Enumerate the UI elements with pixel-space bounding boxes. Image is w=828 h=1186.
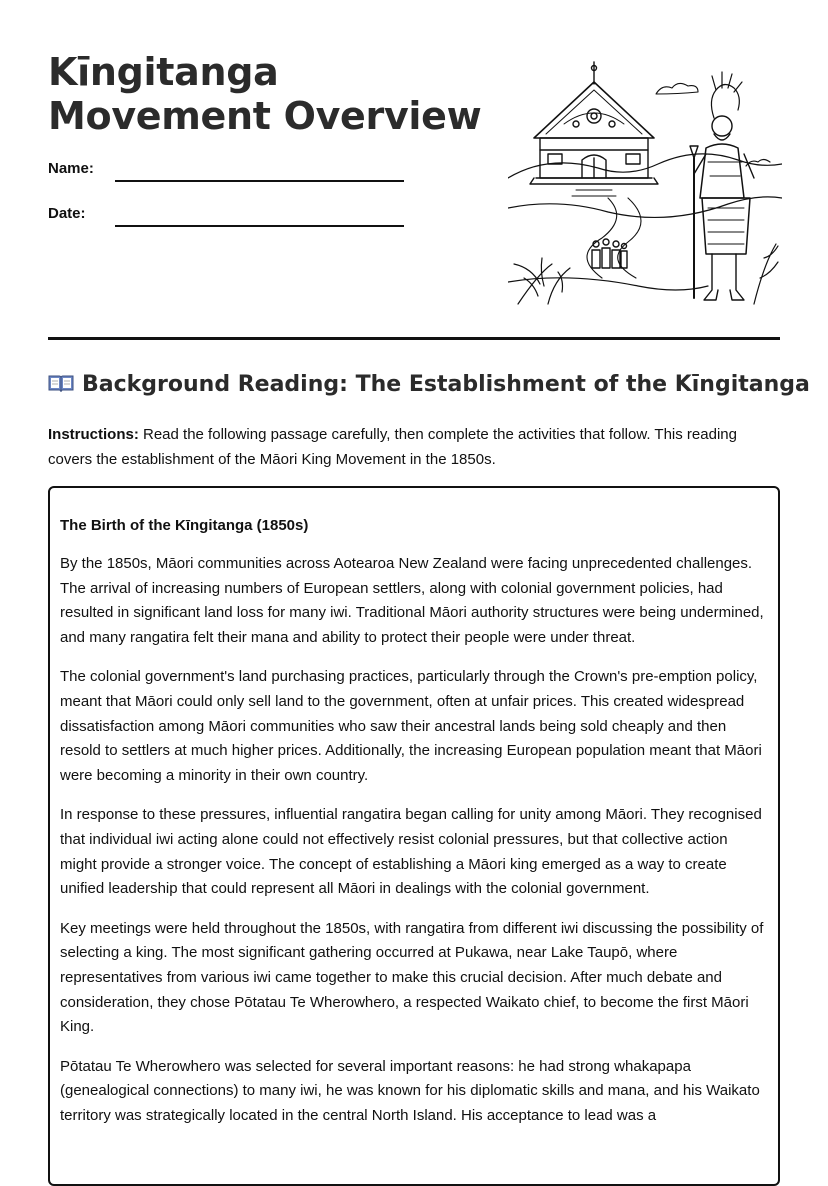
date-write-line[interactable]: [115, 225, 404, 227]
instructions-text: Read the following passage carefully, then complete the activities that follow. This reading covers the establishment of the Māori King Movement in the 1850s.: [48, 426, 737, 468]
name-label: Name:: [48, 160, 94, 177]
reading-paragraph: The colonial government's land purchasing practices, particularly through the Crown's pre-emption policy, meant that Māori could only sell land to the government, often at unfair prices. This created widespread dissatisfaction among Māori communities who saw their ancestral lands being sold cheaply and then resold to settlers at much higher prices. Additionally, the increasing European population meant that Māori were becoming a minority in their own country.: [60, 668, 762, 784]
page-title: Kīngitanga Movement Overview: [48, 50, 482, 138]
worksheet-page: [48, 0, 810, 1124]
section-heading-text: Background Reading: The Establishment of the Kīngitanga: [82, 372, 810, 397]
reading-paragraph: In response to these pressures, influential rangatira began calling for unity among Māori. They recognised that individual iwi acting alone could not effectively resist colonial pressures, but that collective action might provide a stronger voice. The concept of establishing a Māori king emerged as a way to create unified leadership that could represent all Māori in dealings with the colonial government.: [60, 806, 762, 898]
instructions-label: Instructions:: [48, 426, 139, 443]
instructions: [48, 422, 780, 472]
wharenui-and-rangatira-illustration: [508, 58, 782, 310]
date-field[interactable]: [48, 201, 408, 231]
reading-paragraph: Key meetings were held throughout the 1850s, with rangatira from different iwi discussing the possibility of selecting a king. The most significant gathering occurred at Pukawa, near Lake Taupō, where representatives from various iwi came together to make this crucial decision. After much debate and consideration, they chose Pōtatau Te Wherowhero, a respected Waikato chief, to become the first Māori King.: [60, 919, 764, 1036]
worksheet-header: [48, 0, 780, 340]
open-book-icon: [48, 373, 74, 393]
name-field[interactable]: [48, 156, 408, 186]
reading-paragraph: Pōtatau Te Wherowhero was selected for several important reasons: he had strong whakapapa (genealogical connections) to many iwi, he was known for his diplomatic skills and mana, and his Waikato territory was strategically located in the central North Island. His acceptance to lead was a: [60, 1057, 760, 1124]
reading-paragraph: By the 1850s, Māori communities across Aotearoa New Zealand were facing unprecedented challenges. The arrival of increasing numbers of European settlers, along with colonial government policies, had resulted in significant land loss for many iwi. Traditional Māori authority structures were being undermined, and many rangatira felt their mana and ability to protect their people were under threat.: [60, 555, 764, 646]
reading-passage-box: [48, 486, 780, 1186]
date-label: Date:: [48, 205, 86, 222]
name-write-line[interactable]: [115, 180, 404, 182]
reading-title: The Birth of the Kīngitanga (1850s): [60, 517, 309, 534]
section-heading: [48, 372, 810, 397]
